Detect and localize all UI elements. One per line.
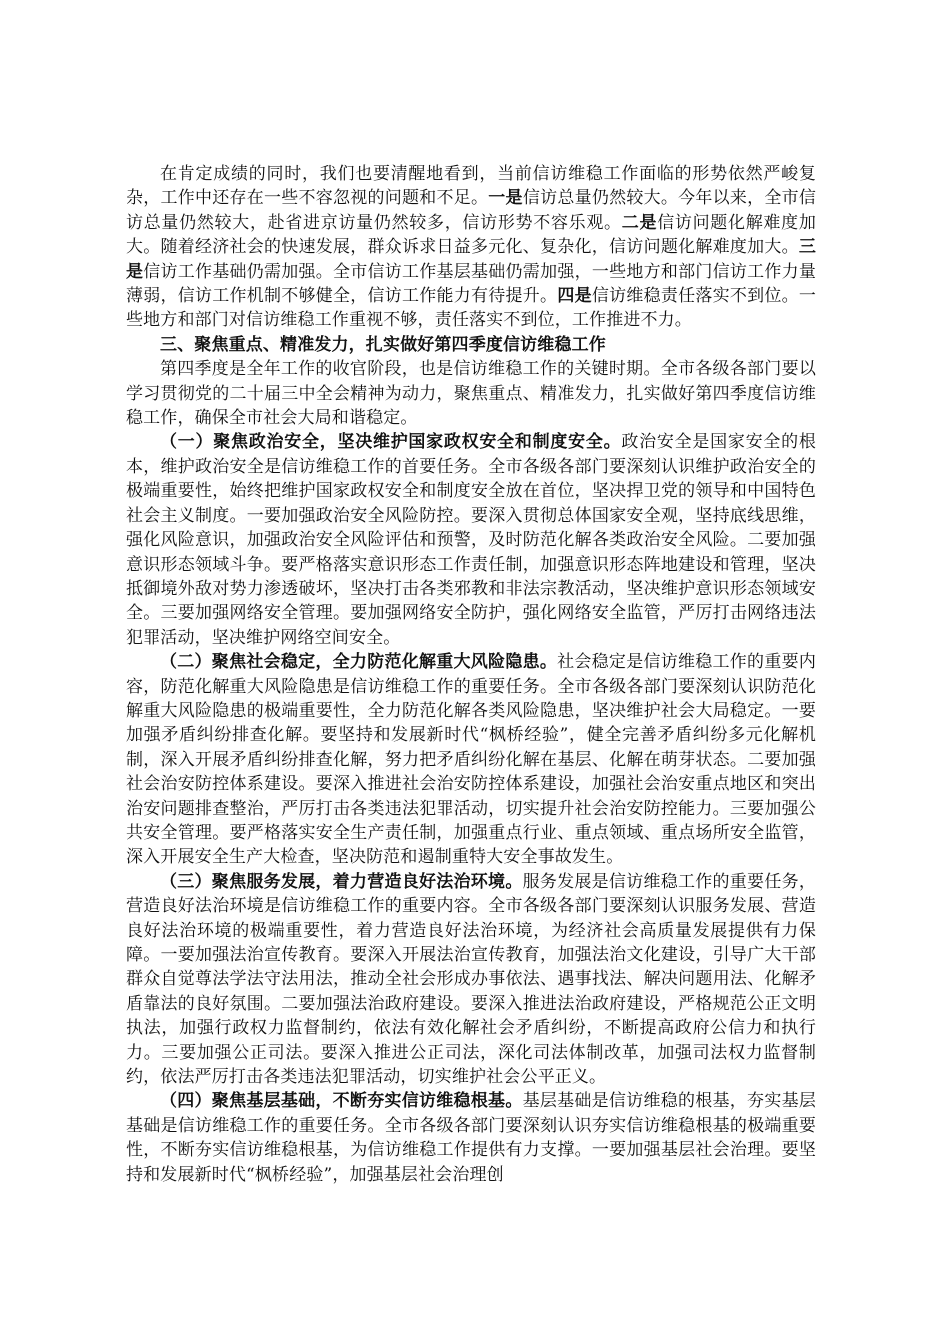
subheading: （二）聚焦社会稳定，全力防范化解重大风险隐患。 [160, 652, 558, 673]
bold-marker: 一是 [488, 188, 523, 209]
text-segment: 信访维稳责任落实不到位。一些地方和部门对信访维稳工作重视不够，责任落实不到位，工作推进不力。 [126, 286, 817, 331]
subheading: （三）聚焦服务发展，着力营造良好法治环境。 [160, 871, 523, 892]
bold-marker: 二是 [621, 212, 658, 233]
text-segment: 基层基础是信访维稳的根基，夯实基层基础是信访维稳工作的重要任务。全市各级各部门要深刻认识夯实信访维稳根基的极端重要性，不断夯实信访维稳根基，为信访维稳工作提供有力支撑。一要加强基层社会治理。要坚持和发展新时代“枫桥经验”，加强基层社会治理创 [126, 1091, 816, 1185]
paragraph-intro [126, 357, 816, 430]
paragraph-social-stability [126, 650, 816, 870]
bold-marker: 四是 [557, 286, 592, 307]
section-heading [126, 333, 816, 357]
paragraph-grassroots [126, 1089, 816, 1187]
subheading: （一）聚焦政治安全，坚决维护国家政权安全和制度安全。 [160, 432, 622, 453]
section-heading-text: 三、聚焦重点、精准发力，扎实做好第四季度信访维稳工作 [160, 334, 606, 355]
paragraph-problems [126, 162, 816, 333]
text-segment: 社会稳定是信访维稳工作的重要内容，防范化解重大风险隐患是信访维稳工作的重要任务。全市各级各部门要深刻认识防范化解重大风险隐患的极端重要性，全力防范化解各类风险隐患，坚决维护社会大局稳定。一要加强矛盾纠纷排查化解。要坚持和发展新时代“枫桥经验”，健全完善矛盾纠纷多元化解机制，深入开展矛盾纠纷排查化解，努力把矛盾纠纷化解在基层、化解在萌芽状态。二要加强社会治安防控体系建设。要深入推进社会治安防控体系建设，加强社会治安重点地区和突出治安问题排查整治，严厉打击各类违法犯罪活动，切实提升社会治安防控能力。三要加强公共安全管理。要严格落实安全生产责任制，加强重点行业、重点领域、重点场所安全监管，深入开展安全生产大检查，坚决防范和遏制重特大安全事故发生。 [126, 652, 817, 868]
text-segment: 信访工作基础仍需加强。全市信访工作基层基础仍需加强，一些地方和部门信访工作力量薄弱，信访工作机制不够健全，信访工作能力有待提升。 [126, 261, 816, 307]
text-segment: 信访问题化解难度加大。随着经济社会的快速发展，群众诉求日益多元化、复杂化，信访问题化解难度加大。 [126, 212, 816, 258]
document-body [126, 162, 816, 1187]
text-segment: 在肯定成绩的同时，我们也要清醒地看到，当前信访维稳工作面临的形势依然严峻复杂，工作中还存在一些不容忽视的问题和不足。 [126, 164, 816, 209]
paragraph-service-development [126, 870, 816, 1090]
paragraph-political-security [126, 430, 816, 650]
text-segment: 政治安全是国家安全的根本，维护政治安全是信访维稳工作的首要任务。全市各级各部门要深刻认识维护政治安全的极端重要性，始终把维护国家政权安全和制度安全放在首位，坚决捍卫党的领导和中国特色社会主义制度。一要加强政治安全风险防控。要深入贯彻总体国家安全观，坚持底线思维，强化风险意识，加强政治安全风险评估和预警，及时防范化解各类政治安全风险。二要加强意识形态领域斗争。要严格落实意识形态工作责任制，加强意识形态阵地建设和管理，坚决抵御境外敌对势力渗透破坏，坚决打击各类邪教和非法宗教活动，坚决维护意识形态领域安全。三要加强网络安全管理。要加强网络安全防护，强化网络安全监管，严厉打击网络违法犯罪活动，坚决维护网络空间安全。 [126, 432, 816, 648]
text-segment: 第四季度是全年工作的收官阶段，也是信访维稳工作的关键时期。全市各级各部门要以学习贯彻党的二十届三中全会精神为动力，聚焦重点、精准发力，扎实做好第四季度信访维稳工作，确保全市社会大局和谐稳定。 [126, 359, 816, 429]
text-segment: 服务发展是信访维稳工作的重要任务，营造良好法治环境是信访维稳工作的重要内容。全市各级各部门要深刻认识服务发展、营造良好法治环境的极端重要性，着力营造良好法治环境，为经济社会高质量发展提供有力保障。一要加强法治宣传教育。要深入开展法治宣传教育，加强法治文化建设，引导广大干部群众自觉尊法学法守法用法，推动全社会形成办事依法、遇事找法、解决问题用法、化解矛盾靠法的良好氛围。二要加强法治政府建设。要深入推进法治政府建设，严格规范公正文明执法，加强行政权力监督制约，依法有效化解社会矛盾纠纷，不断提高政府公信力和执行力。三要加强公正司法。要深入推进公正司法，深化司法体制改革，加强司法权力监督制约，依法严厉打击各类违法犯罪活动，切实维护社会公平正义。 [126, 871, 816, 1088]
text-segment: 信访总量仍然较大。今年以来，全市信访总量仍然较大，赴省进京访量仍然较多，信访形势不容乐观。 [126, 188, 816, 233]
bold-marker: 三是 [126, 237, 816, 282]
subheading: （四）聚焦基层基础，不断夯实信访维稳根基。 [160, 1091, 523, 1112]
